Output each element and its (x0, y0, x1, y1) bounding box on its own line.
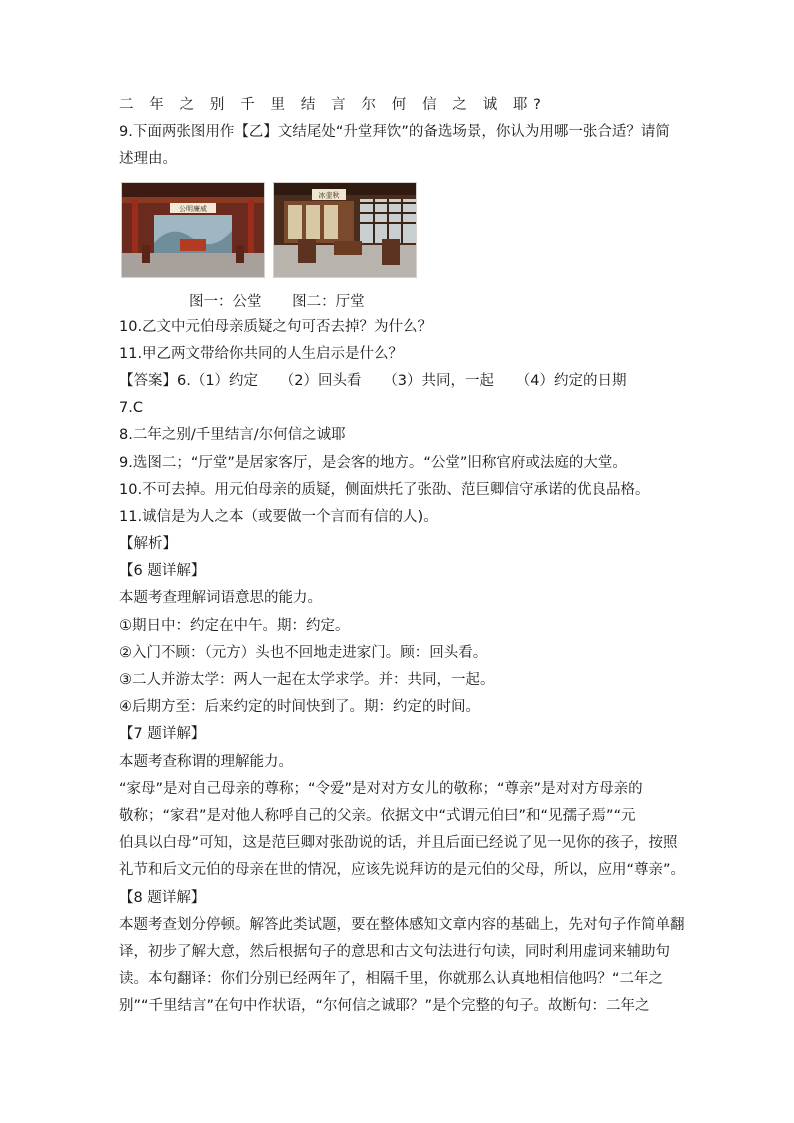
answer-8: 8.二年之别/千里结言/尔何信之诚耶 (119, 427, 346, 444)
analysis-label: 【解析】 (119, 536, 177, 553)
answer-10: 10.不可去掉。用元伯母亲的质疑，侧面烘托了张劭、范巨卿信守承诺的优良品格。 (119, 481, 650, 498)
answer-11: 11.诚信是为人之本（或要做一个言而有信的人)。 (119, 508, 438, 525)
text-line: 二 年 之 别 千 里 结 言 尔 何 信 之 诚 耶? (119, 97, 547, 113)
image-public-hall (121, 182, 265, 278)
analysis-6-line: ①期日中：约定在中午。期：约定。 (119, 617, 350, 634)
caption-fig2: 图二：厅堂 (292, 293, 365, 310)
answer-line-6 (119, 368, 675, 395)
analysis-7-line: “家母”是对自己母亲的尊称；“令爱”是对对方女儿的敬称；“尊亲”是对对方母亲的 (119, 780, 643, 797)
image-living-hall (273, 182, 417, 278)
answer-label: 【答案】 (119, 372, 177, 389)
analysis-8-line: 别”“千里结言”在句中作状语，“尔何信之诚耶？”是个完整的句子。故断句：二年之 (119, 998, 650, 1015)
question-11: 11.甲乙两文带给你共同的人生启示是什么？ (119, 345, 404, 362)
analysis-6-line: 本题考查理解词语意思的能力。 (119, 590, 322, 607)
analysis-8-line: 译，初步了解大意，然后根据句子的意思和古文句法进行句读，同时利用虚词来辅助句 (119, 943, 670, 960)
analysis-heading-6: 【6 题详解】 (119, 563, 206, 580)
analysis-8-line: 本题考查划分停顿。解答此类试题，要在整体感知文章内容的基础上，先对句子作简单翻 (119, 916, 685, 933)
text-line: 述理由。 (119, 151, 177, 168)
analysis-6-line: ④后期方至：后来约定的时间快到了。期：约定的时间。 (119, 699, 480, 716)
analysis-6-line: ③二人并游太学：两人一起在太学求学。并：共同，一起。 (119, 672, 495, 688)
answer-9: 9.选图二；“厅堂”是居家客厅，是会客的地方。“公堂”旧称官府或法庭的大堂。 (119, 454, 627, 471)
analysis-6-line: ②入门不顾：（元方）头也不回地走进家门。顾：回头看。 (119, 644, 488, 661)
sign-text: 冰壶秋 (318, 191, 340, 200)
sign-text: 公明廉威 (179, 204, 207, 213)
figure-captions (119, 290, 675, 314)
figure-images (121, 182, 675, 284)
question-9: 9.下面两张图用作【乙】文结尾处“升堂拜饮”的备选场景，你认为用哪一张合适？请简 (119, 124, 670, 141)
answer-6: 6.（1）约定 （2）回头看 （3）共同，一起 （4）约定的日期 (177, 372, 627, 389)
analysis-7-line: 敬称；“家君”是对他人称呼自己的父亲。依据文中“式谓元伯曰”和“见孺子焉”“元 (119, 807, 636, 824)
analysis-7-line: 礼节和后文元伯的母亲在世的情况，应该先说拜访的是元伯的父母，所以，应用“尊亲”。 (119, 862, 686, 879)
analysis-heading-7: 【7 题详解】 (119, 726, 206, 743)
answer-7: 7.C (119, 400, 143, 417)
analysis-7-line: 伯具以白母”可知，这是范巨卿对张劭说的话，并且后面已经说了见一见你的孩子，按照 (119, 835, 678, 852)
document-page (119, 92, 686, 1020)
question-10: 10.乙文中元伯母亲质疑之句可否去掉？为什么？ (119, 318, 433, 335)
analysis-7-intro: 本题考查称谓的理解能力。 (119, 753, 293, 770)
analysis-heading-8: 【8 题详解】 (119, 889, 206, 906)
analysis-8-line: 读。本句翻译：你们分别已经两年了，相隔千里，你就那么认真地相信他吗？“二年之 (119, 971, 664, 988)
caption-fig1: 图一：公堂 (189, 293, 262, 310)
